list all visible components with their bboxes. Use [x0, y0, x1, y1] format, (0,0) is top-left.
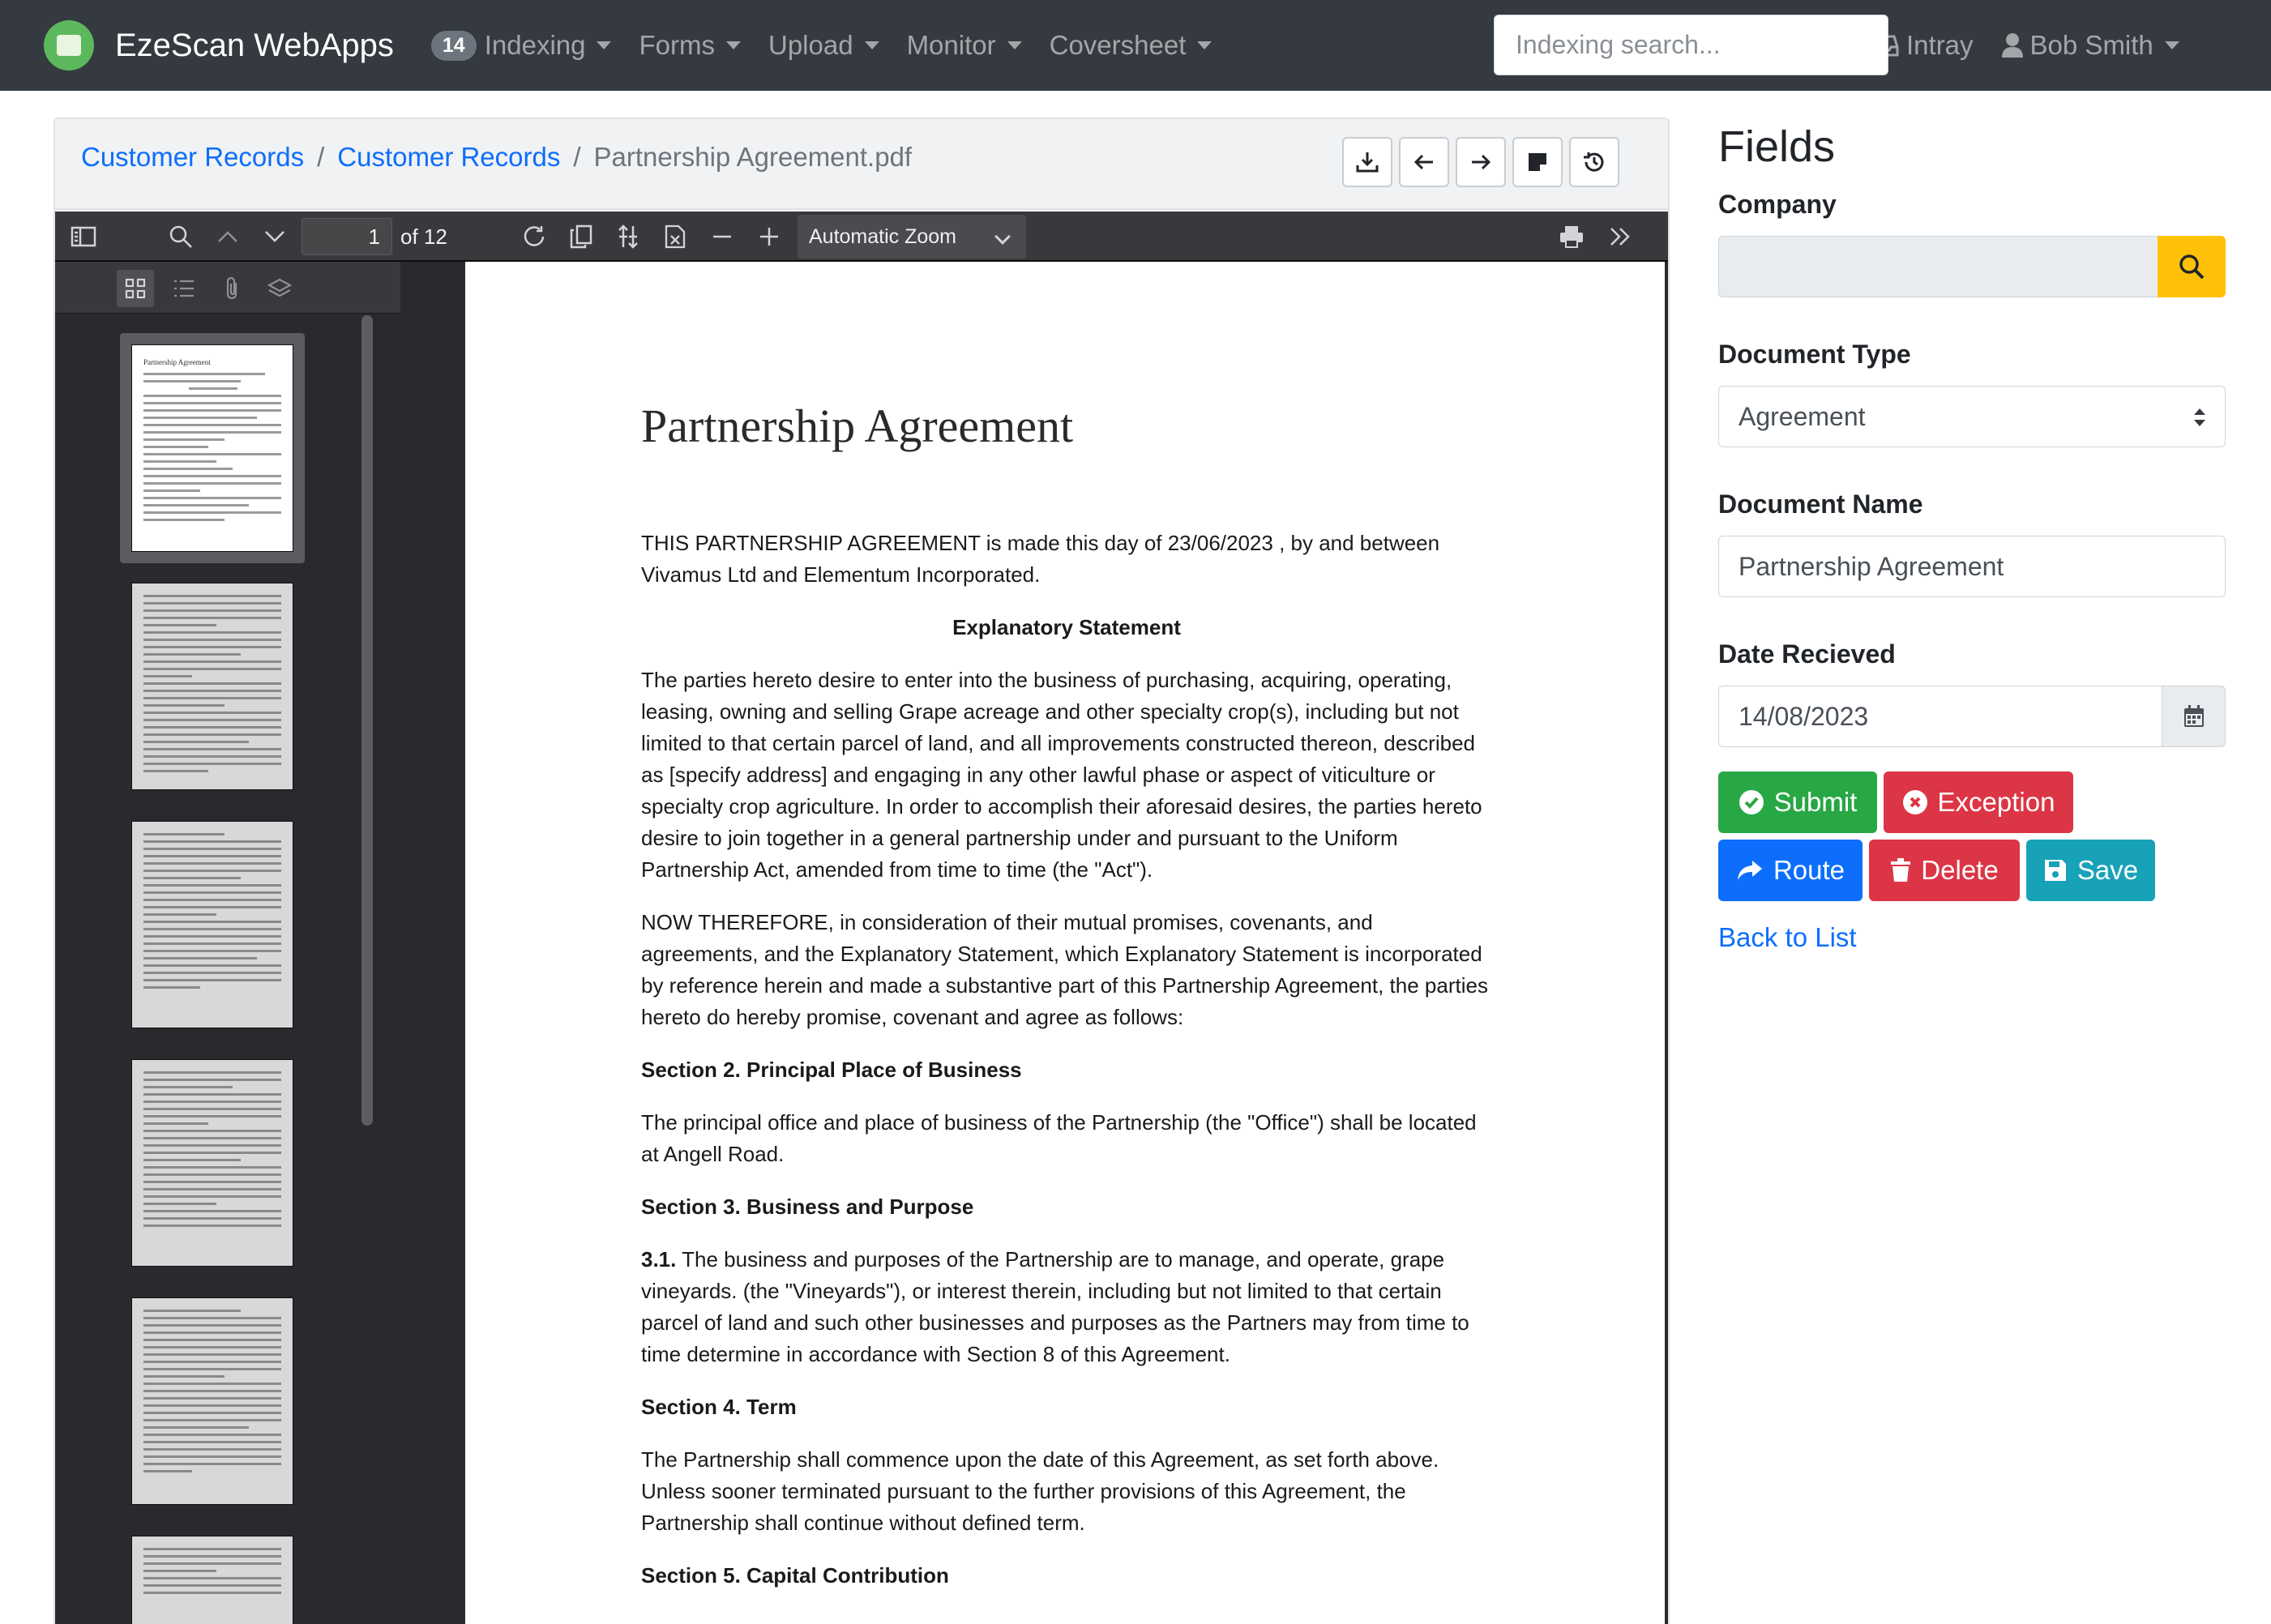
document-content	[641, 398, 1492, 1613]
list-icon	[173, 279, 195, 298]
pdf-toolbar	[55, 212, 1668, 262]
chevron-down-icon	[994, 229, 1011, 245]
indexing-search-input[interactable]	[1494, 15, 1888, 75]
sidebar-toggle-icon	[71, 226, 96, 247]
section-3-paragraph	[641, 1244, 1492, 1370]
page-count: of 12	[400, 224, 447, 249]
route-label: Route	[1773, 855, 1845, 885]
save-label: Save	[2076, 855, 2139, 885]
chevron-down-icon	[865, 41, 879, 49]
breadcrumb-link-1[interactable]: Customer Records	[81, 142, 305, 172]
layers-view-button[interactable]	[261, 270, 298, 307]
brand-name: EzeScan WebApps	[115, 27, 394, 63]
section-2-heading: Section 2. Principal Place of Business	[641, 1058, 1022, 1082]
page-thumbnail-3[interactable]	[120, 810, 305, 1040]
document-name-input[interactable]	[1718, 536, 2226, 597]
zoom-in-button[interactable]	[749, 212, 789, 262]
chevron-down-icon	[726, 41, 741, 49]
thumbnails-view-button[interactable]	[117, 270, 154, 307]
brand[interactable]	[44, 20, 394, 71]
chevron-down-icon	[264, 230, 285, 243]
chevron-down-icon	[1007, 41, 1022, 49]
delete-button[interactable]	[1869, 840, 2020, 901]
download-button[interactable]	[1342, 137, 1392, 187]
chevron-down-icon	[1197, 41, 1212, 49]
company-lookup-button[interactable]	[2158, 236, 2226, 297]
breadcrumb-separator: /	[573, 142, 581, 172]
submit-button[interactable]	[1718, 771, 1877, 833]
thumbnail-image	[131, 1059, 293, 1267]
next-document-button[interactable]	[1456, 137, 1506, 187]
x-circle-icon	[1902, 789, 1928, 815]
zoom-value: Automatic Zoom	[809, 224, 957, 248]
print-icon	[1559, 224, 1585, 249]
sidebar-scrollbar[interactable]	[361, 315, 373, 1126]
rotate-button[interactable]	[514, 212, 554, 262]
thumbnail-image	[131, 1297, 293, 1505]
page-thumbnail-1[interactable]	[120, 333, 305, 563]
date-received-label: Date Recieved	[1718, 639, 1896, 669]
delete-label: Delete	[1921, 855, 1999, 885]
sidebar-view-tabs	[55, 262, 400, 314]
thumbnail-sidebar	[55, 262, 400, 1624]
indexing-count-badge: 14	[431, 31, 477, 61]
rotate-icon	[522, 224, 546, 249]
chevron-down-icon	[597, 41, 611, 49]
submit-label: Submit	[1773, 787, 1858, 817]
menu-indexing[interactable]	[431, 30, 612, 61]
thumbnail-image	[131, 821, 293, 1028]
history-button[interactable]	[1569, 137, 1619, 187]
intray-label: Intray	[1906, 30, 1974, 60]
calendar-icon	[2183, 704, 2205, 729]
exception-button[interactable]	[1884, 771, 2073, 833]
previous-page-button[interactable]	[207, 212, 248, 262]
user-menu[interactable]	[2001, 30, 2179, 61]
user-icon	[2001, 32, 2024, 58]
paragraph-2: NOW THEREFORE, in consideration of their mutual promises, covenants, and agreements, and the Explanatory Statement, which Explanatory Statement is incorporated by reference herein and made a substantive part of this Partnership Agreement, the parties hereto do hereby promise, covenant and agree as follows:	[641, 910, 1488, 1029]
intray-link[interactable]	[1872, 30, 1974, 61]
pdf-viewer	[400, 262, 1670, 1624]
date-received-input[interactable]	[1718, 686, 2162, 747]
menu-monitor[interactable]	[907, 30, 1022, 61]
sticky-note-button[interactable]	[1512, 137, 1563, 187]
zoom-out-button[interactable]	[702, 212, 742, 262]
document-properties-button[interactable]	[655, 212, 695, 262]
section-2-text: The principal office and place of business of the Partnership (the "Office") shall be located at Angell Road.	[641, 1110, 1477, 1166]
minus-icon	[712, 226, 733, 247]
paperclip-icon	[224, 276, 242, 301]
route-button[interactable]	[1718, 840, 1863, 901]
company-field	[1718, 236, 2226, 297]
document-intro: THIS PARTNERSHIP AGREEMENT is made this day of 23/06/2023 , by and between Vivamus Ltd and Elementum Incorporated.	[641, 531, 1440, 587]
select-arrows-icon	[2192, 406, 2207, 429]
nav-right	[1872, 0, 2207, 91]
document-type-value: Agreement	[1739, 401, 1866, 431]
chevron-down-icon	[2165, 41, 2179, 49]
menu-indexing-label: Indexing	[484, 30, 586, 60]
trash-icon	[1890, 858, 1911, 883]
date-received-field	[1718, 686, 2226, 747]
attachments-view-button[interactable]	[214, 270, 251, 307]
header-actions	[1336, 137, 1619, 187]
page-thumbnail-4[interactable]	[120, 1048, 305, 1278]
document-name-value: Partnership Agreement	[1739, 551, 2004, 581]
viewer-header	[55, 119, 1668, 210]
copy-icon	[570, 224, 592, 249]
document-x-icon	[665, 224, 686, 249]
page-thumbnail-6[interactable]	[120, 1524, 305, 1624]
date-received-value: 14/08/2023	[1739, 701, 1869, 731]
explanatory-statement-heading: Explanatory Statement	[952, 615, 1181, 639]
document-title: Partnership Agreement	[641, 400, 1074, 452]
document-type-label: Document Type	[1718, 340, 1911, 369]
spread-icon	[617, 224, 639, 249]
breadcrumb-current: Partnership Agreement.pdf	[593, 142, 913, 172]
top-navbar	[0, 0, 2271, 91]
print-button[interactable]	[1551, 212, 1592, 262]
thumbnail-image	[131, 344, 293, 552]
find-button[interactable]	[160, 212, 201, 262]
menu-forms[interactable]	[639, 30, 741, 61]
primary-actions-row	[1718, 771, 2226, 833]
download-icon	[1355, 150, 1379, 174]
thumbnail-image	[131, 1536, 293, 1624]
chevron-up-icon	[217, 230, 238, 243]
company-label: Company	[1718, 190, 1837, 219]
menu-coversheet-label: Coversheet	[1049, 30, 1187, 60]
section-3-text: The business and purposes of the Partnership are to manage, and operate, grape vineyards. (the "Vineyards"), or interest therein, including but not limited to that certain parcel of land and such other businesses and purposes as the Partners may from time to time determine in accordance with Section 8 of this Agreement.	[641, 1247, 1469, 1366]
history-icon	[1582, 150, 1606, 174]
check-circle-icon	[1739, 789, 1764, 815]
search-icon	[2178, 253, 2205, 280]
spread-button[interactable]	[608, 212, 648, 262]
previous-document-button[interactable]	[1399, 137, 1449, 187]
fields-heading: Fields	[1718, 122, 1836, 171]
share-arrow-icon	[1736, 859, 1764, 882]
breadcrumb-separator: /	[317, 142, 325, 172]
arrow-right-icon	[1469, 150, 1493, 174]
document-viewer-card	[53, 118, 1670, 1624]
pdf-page	[465, 262, 1665, 1624]
floppy-disk-icon	[2043, 858, 2068, 883]
menu-coversheet[interactable]	[1050, 30, 1212, 61]
next-page-button[interactable]	[254, 212, 295, 262]
section-4-heading: Section 4. Term	[641, 1395, 797, 1419]
menu-upload[interactable]	[768, 30, 879, 61]
section-3-heading: Section 3. Business and Purpose	[641, 1194, 974, 1219]
menu-upload-label: Upload	[768, 30, 853, 60]
zoom-select[interactable]	[798, 215, 1026, 259]
ezescan-logo-icon	[44, 20, 94, 71]
company-input[interactable]	[1718, 236, 2158, 297]
toggle-sidebar-button[interactable]	[63, 212, 104, 262]
section-5-heading: Section 5. Capital Contribution	[641, 1563, 949, 1588]
menu-forms-label: Forms	[639, 30, 715, 60]
thumbnail-title: Partnership Agreement	[143, 358, 211, 366]
page-thumbnail-2[interactable]	[120, 571, 305, 801]
back-to-list-link[interactable]: Back to List	[1718, 922, 1857, 952]
more-tools-button[interactable]	[1600, 212, 1640, 262]
fields-panel	[1718, 122, 2226, 953]
menu-monitor-label: Monitor	[906, 30, 996, 60]
arrow-left-icon	[1412, 150, 1436, 174]
calendar-button[interactable]	[2162, 686, 2226, 747]
layers-icon	[267, 278, 292, 299]
paragraph-1: The parties hereto desire to enter into the business of purchasing, acquiring, operating, leasing, owning and selling Grape acreage and other specialty crop(s), including but not limited to that certain parcel of land, and all improvements constructed thereon, described as [specify address] and engaging in any other lawful phase or aspect of viticulture or specialty crop agriculture. In order to accomplish their aforesaid desires, the parties hereto desire to join together in a general partnership under and pursuant to the Uniform Partnership Act, amended from time to time (the "Act").	[641, 668, 1482, 882]
document-type-select[interactable]	[1718, 386, 2226, 447]
plus-icon	[759, 226, 780, 247]
outline-view-button[interactable]	[165, 270, 203, 307]
sticky-note-icon	[1526, 151, 1549, 173]
clause-number: 3.1.	[641, 1247, 677, 1271]
inbox-icon	[1872, 33, 1900, 58]
main-menu	[431, 30, 1239, 61]
breadcrumb	[81, 142, 912, 173]
page-number-input[interactable]	[302, 218, 392, 255]
user-name: Bob Smith	[2029, 30, 2153, 60]
document-name-label: Document Name	[1718, 489, 1923, 519]
save-button[interactable]	[2026, 840, 2155, 901]
page-thumbnail-5[interactable]	[120, 1286, 305, 1516]
search-icon	[169, 224, 193, 249]
section-4-text: The Partnership shall commence upon the date of this Agreement, as set forth above. Unless sooner terminated pursuant to the further provisions of this Agreement, the Partnership shall continue without defined term.	[641, 1447, 1439, 1535]
secondary-actions-row	[1718, 840, 2226, 901]
exception-label: Exception	[1937, 787, 2055, 817]
thumbnail-image	[131, 583, 293, 790]
grid-icon	[125, 278, 146, 299]
breadcrumb-link-2[interactable]: Customer Records	[337, 142, 561, 172]
copy-button[interactable]	[561, 212, 601, 262]
double-chevron-right-icon	[1609, 226, 1632, 247]
